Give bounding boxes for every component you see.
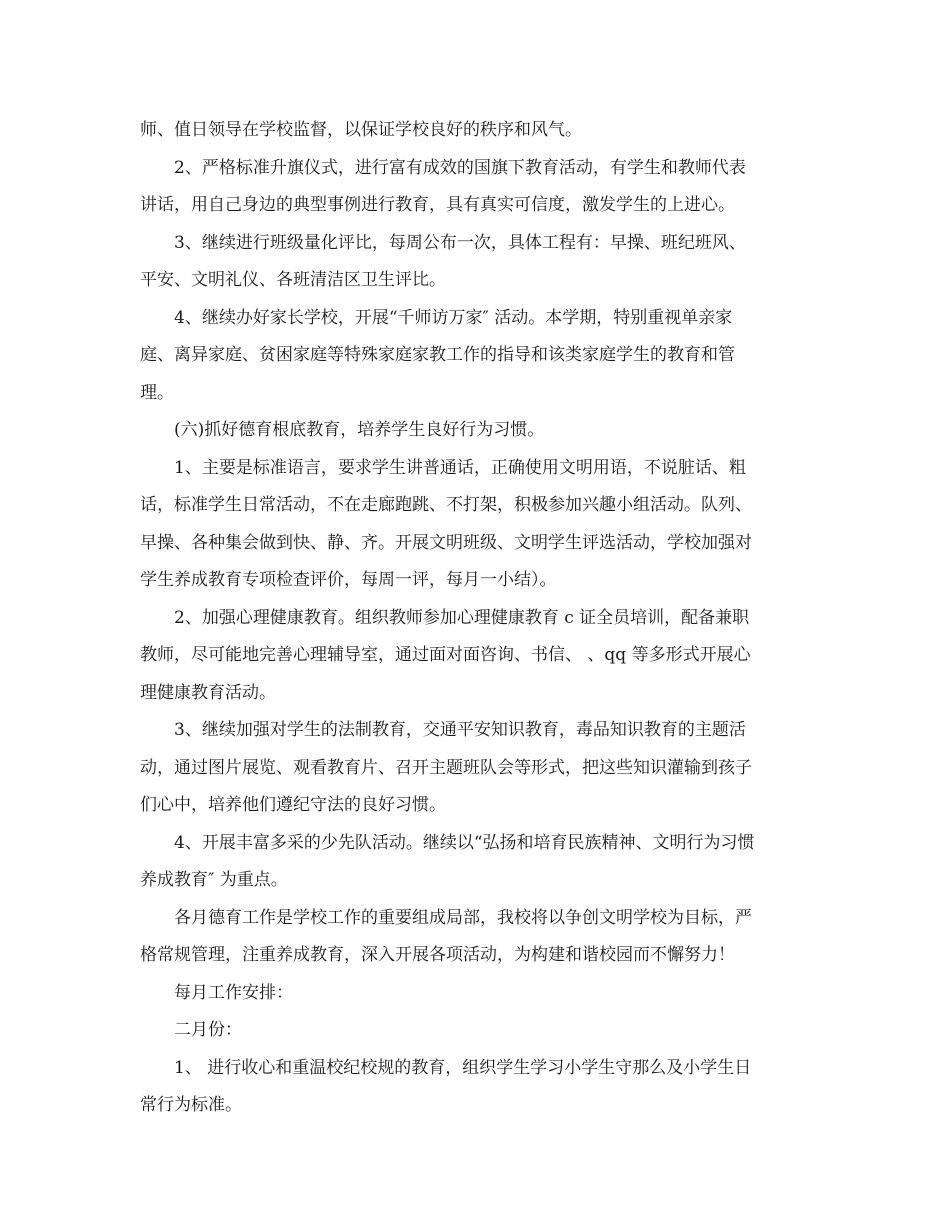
text-line: 讲话，用自己身边的典型事例进行教育，具有真实可信度，激发学生的上进心。 <box>140 195 735 215</box>
text-line: 常行为标准。 <box>140 1095 242 1115</box>
text-line: 1、主要是标准语言，要求学生讲普通话，正确使用文明用语，不说脏话、粗 <box>174 458 746 478</box>
text-line: 早操、各种集会做到快、静、齐。开展文明班级、文明学生评选活动，学校加强对 <box>140 533 752 553</box>
text-line: 们心中，培养他们遵纪守法的良好习惯。 <box>140 795 446 815</box>
text-line: 1、 进行收心和重温校纪校规的教育，组织学生学习小学生守那么及小学生日 <box>174 1058 752 1078</box>
text-line: 庭、离异家庭、贫困家庭等特殊家庭家教工作的指导和该类家庭学生的教育和管 <box>140 345 735 365</box>
text-line: 平安、文明礼仪、各班清洁区卫生评比。 <box>140 270 446 290</box>
text-line: 4、开展丰富多采的少先队活动。继续以“弘扬和培育民族精神、文明行为习惯 <box>174 833 755 853</box>
text-line: 动，通过图片展览、观看教育片、召开主题班队会等形式，把这些知识灌输到孩子 <box>140 758 752 778</box>
text-line: 格常规管理，注重养成教育，深入开展各项活动，为构建和谐校园而不懈努力！ <box>140 945 735 965</box>
text-line: 各月德育工作是学校工作的重要组成局部，我校将以争创文明学校为目标，严 <box>174 908 752 928</box>
subheading: 二月份： <box>174 1020 242 1040</box>
text-line: 学生养成教育专项检查评价，每周一评，每月一小结）。 <box>140 570 557 590</box>
subheading: 每月工作安排： <box>174 983 293 1003</box>
text-line: 养成教育″ 为重点。 <box>140 870 288 890</box>
text-line: 2、严格标准升旗仪式，进行富有成效的国旗下教育活动，有学生和教师代表 <box>174 158 746 178</box>
text-line: 理健康教育活动。 <box>140 683 276 703</box>
text-line: 3、继续进行班级量化评比，每周公布一次，具体工程有：早操、班纪班风、 <box>174 233 746 253</box>
section-heading: (六)抓好德育根底教育，培养学生良好行为习惯。 <box>174 420 545 440</box>
text-line: 3、继续加强对学生的法制教育，交通平安知识教育，毒品知识教育的主题活 <box>174 720 746 740</box>
text-line: 理。 <box>140 383 174 403</box>
text-line: 教师，尽可能地完善心理辅导室，通过面对面咨询、书信、 、qq 等多形式开展心 <box>140 645 751 665</box>
text-line: 2、加强心理健康教育。组织教师参加心理健康教育 c 证全员培训，配备兼职 <box>174 608 750 628</box>
text-line: 话，标准学生日常活动，不在走廊跑跳、不打架，积极参加兴趣小组活动。队列、 <box>140 495 752 515</box>
text-line: 4、继续办好家长学校，开展“千师访万家″ 活动。本学期，特别重视单亲家 <box>174 308 733 328</box>
text-line: 师、值日领导在学校监督，以保证学校良好的秩序和风气。 <box>140 120 582 140</box>
